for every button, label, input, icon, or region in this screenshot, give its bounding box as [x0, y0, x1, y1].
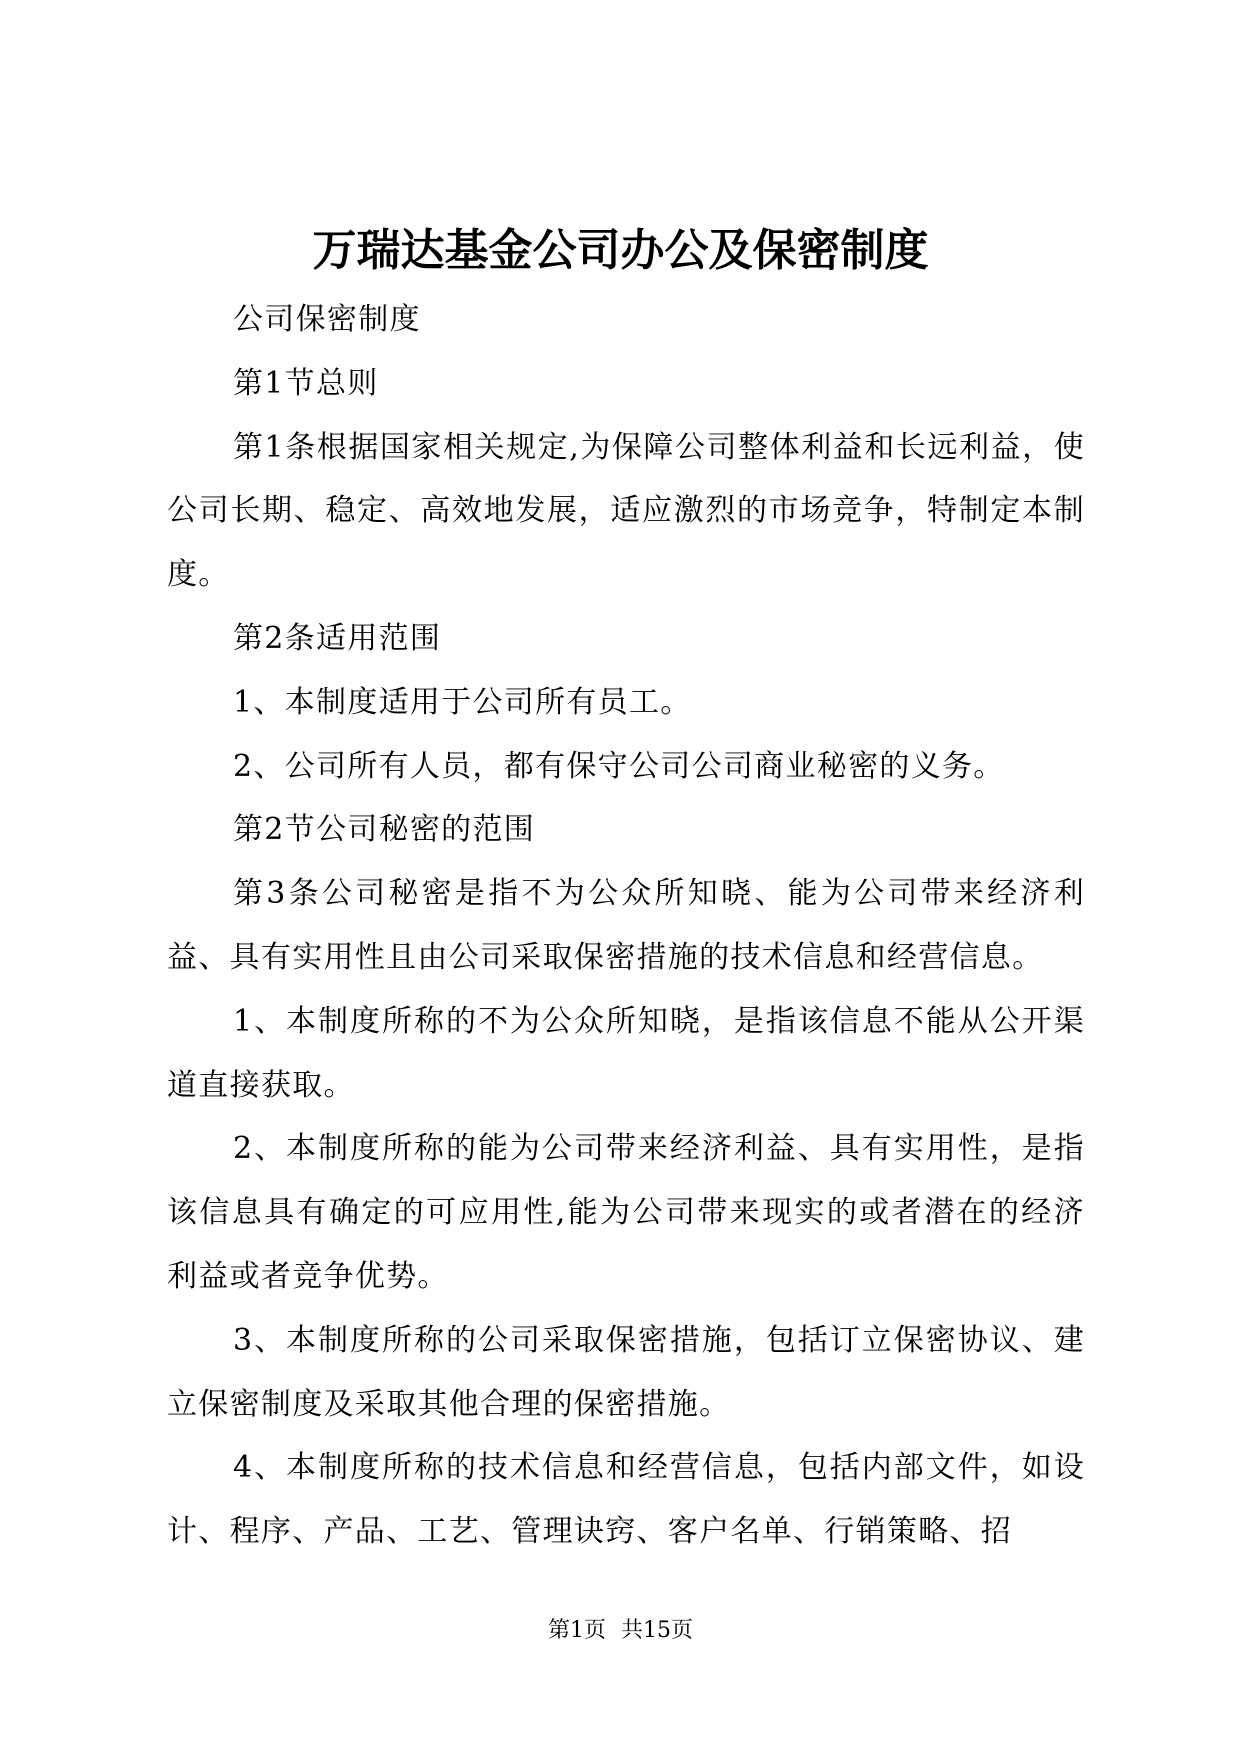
paragraph-list-item: 2、公司所有人员，都有保守公司公司商业秘密的义务。	[233, 748, 1005, 784]
paragraph-list-item: 3、本制度所称的公司采取保密措施，包括订立保密协议、建立保密制度及采取其他合理的保密措施。	[167, 1322, 1085, 1422]
paragraph-article-heading: 第2条适用范围	[233, 620, 442, 656]
paragraph-section-heading: 第2节公司秘密的范围	[233, 812, 536, 848]
paragraph-heading: 公司保密制度	[233, 302, 421, 337]
paragraph-list-item: 1、本制度所称的不为公众所知晓，是指该信息不能从公开渠道直接获取。	[167, 1003, 1085, 1103]
paragraph-list-item: 2、本制度所称的能为公司带来经济利益、具有实用性，是指该信息具有确定的可应用性,能为公司带来现实的或者潜在的经济利益或者竞争优势。	[167, 1131, 1085, 1294]
paragraph-section-heading: 第1节总则	[233, 365, 379, 401]
document-title: 万瑞达基金公司办公及保密制度	[312, 225, 929, 276]
paragraph-article: 第1条根据国家相关规定,为保障公司整体利益和长远利益，使公司长期、稳定、高效地发展，适应激烈的市场竞争，特制定本制度。	[167, 429, 1085, 593]
page-total: 共15页	[621, 1618, 693, 1643]
page-number: 第1页	[548, 1618, 606, 1643]
document-body	[167, 288, 1085, 1564]
paragraph-list-item: 1、本制度适用于公司所有员工。	[233, 684, 692, 720]
paragraph-list-item: 4、本制度所称的技术信息和经营信息，包括内部文件，如设计、程序、产品、工艺、管理诀窍、客户名单、行销策略、招	[167, 1450, 1085, 1550]
page-footer	[0, 1616, 1241, 1646]
paragraph-article: 第3条公司秘密是指不为公众所知晓、能为公司带来经济利益、具有实用性且由公司采取保密措施的技术信息和经营信息。	[167, 876, 1085, 975]
